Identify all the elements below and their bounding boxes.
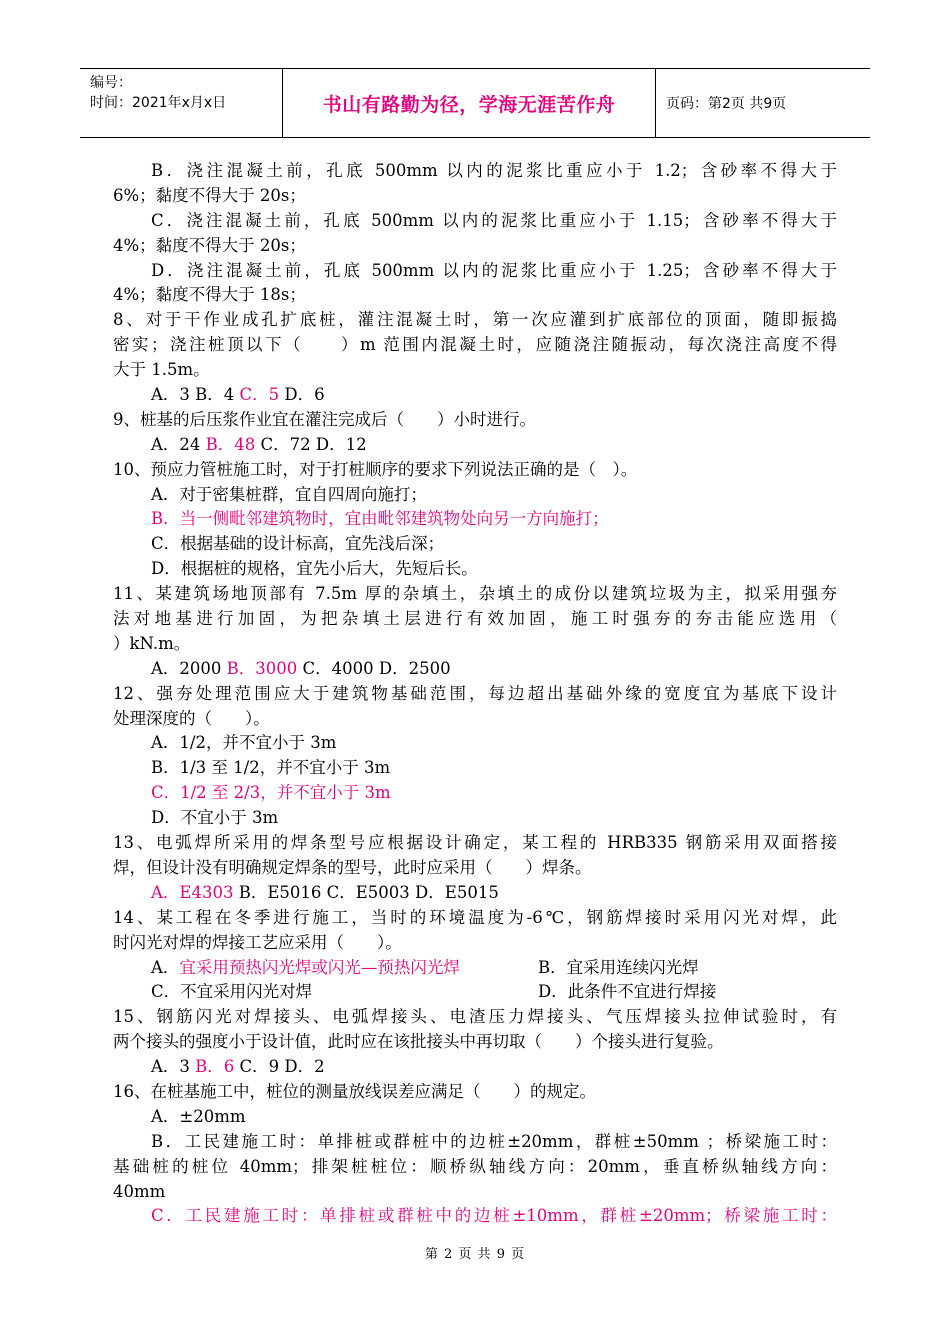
question-11: 11、某建筑场地顶部有 7.5m 厚的杂填土，杂填土的成份以建筑垃圾为主，拟采用强夯: [113, 584, 837, 604]
question-14: 时闪光对焊的焊接工艺应采用（ ）。: [113, 932, 402, 952]
option-d: D．6: [284, 385, 325, 405]
question-10: 10、预应力管桩施工时，对于打桩顺序的要求下列说法正确的是（ ）。: [113, 459, 638, 479]
answer-option: C．工民建施工时：单排桩或群桩中的边桩±10mm，群桩±20mm；桥梁施工时：: [151, 1206, 837, 1226]
answer-option: B．48: [205, 434, 256, 454]
option-b: B．宜采用连续闪光焊: [538, 957, 699, 977]
option-d: D．2500: [378, 658, 451, 678]
document-number: 编号：: [90, 75, 132, 91]
answer-option: B．6: [195, 1057, 235, 1077]
option-a: A．24: [151, 434, 201, 454]
option-a: A．±20mm: [151, 1106, 246, 1126]
document-date: 时间：2021年x月x日: [90, 95, 227, 111]
answer-option: B．当一侧毗邻建筑物时，宜由毗邻建筑物处向另一方向施打；: [151, 509, 609, 529]
option-b: B．工民建施工时：单排桩或群桩中的边桩±20mm，群桩±50mm ；桥梁施工时：: [151, 1131, 837, 1151]
question-9: 9、桩基的后压浆作业宜在灌注完成后（ ）小时进行。: [113, 409, 536, 429]
answer-option: C．5: [239, 385, 280, 405]
option-d: D．12: [315, 434, 367, 454]
option-b: B．E5016: [238, 882, 322, 902]
option-a: [151, 956, 538, 981]
option-a: A．2000: [151, 658, 222, 678]
question-13-options: [113, 881, 837, 906]
question-9-options: [113, 433, 837, 458]
question-16: 16、在桩基施工中，桩位的测量放线误差应满足（ ）的规定。: [113, 1081, 596, 1101]
option-b: 40mm: [113, 1181, 166, 1201]
question-11-options: [113, 657, 837, 682]
header-page-number: 页码：第2页 共9页: [666, 96, 787, 112]
question-14-options-row: [113, 980, 837, 1005]
question-11: ）kN.m。: [113, 633, 191, 653]
question-14-options-row: [113, 956, 837, 981]
header-motto: 书山有路勤为径，学海无涯苦作舟: [283, 69, 656, 137]
question-8-options: [113, 383, 837, 408]
page-footer: 第 2 页 共 9 页: [424, 1247, 526, 1262]
question-8: 大于 1.5m。: [113, 360, 210, 380]
option-line: 4%；黏度不得大于 18s；: [113, 285, 306, 305]
answer-option: A．E4303: [151, 882, 234, 902]
question-8: 密实；浇注桩顶以下（ ）m 范围内混凝土时，应随浇注随振动，每次浇注高度不得: [113, 335, 837, 355]
header-meta: [80, 69, 283, 137]
question-14: 14、某工程在冬季进行施工，当时的环境温度为-6℃，钢筋焊接时采用闪光对焊，此: [113, 907, 837, 927]
option-line: B．浇注混凝土前，孔底 500mm 以内的泥浆比重应小于 1.2；含砂率不得大于: [151, 161, 837, 180]
question-15: 两个接头的强度小于设计值，此时应在该批接头中再切取（ ）个接头进行复验。: [113, 1032, 724, 1052]
option-c: C．不宜采用闪光对焊: [151, 982, 313, 1002]
option-b: 基础桩的桩位 40mm；排架桩桩位：顺桥纵轴线方向：20mm，垂直桥纵轴线方向：: [113, 1156, 837, 1176]
question-12: 处理深度的（ ）。: [113, 708, 270, 728]
question-13: 13、电弧焊所采用的焊条型号应根据设计确定，某工程的 HRB335 钢筋采用双面搭接: [113, 833, 837, 853]
option-b: B．4: [195, 385, 235, 405]
option-line: 4%；黏度不得大于 20s；: [113, 235, 306, 255]
question-15-options: [113, 1055, 837, 1080]
answer-option: B．3000: [226, 658, 298, 678]
answer-option: C．1/2 至 2/3，并不宜小于 3m: [151, 783, 391, 803]
question-11: 法对地基进行加固，为把杂填土层进行有效加固，施工时强夯的夯击能应选用（: [113, 609, 837, 629]
option-a: A．1/2，并不宜小于 3m: [151, 733, 337, 753]
option-line: D．浇注混凝土前，孔底 500mm 以内的泥浆比重应小于 1.25；含砂率不得大于: [151, 260, 837, 280]
option-c: C．根据基础的设计标高，宜先浅后深；: [151, 534, 445, 554]
option-c: C．E5003: [326, 882, 410, 902]
option-c: C．4000: [302, 658, 374, 678]
option-d: D．2: [284, 1057, 325, 1077]
option-line: C．浇注混凝土前，孔底 500mm 以内的泥浆比重应小于 1.15；含砂率不得大于: [151, 210, 837, 230]
option-a: A．对于密集桩群，宜自四周向施打；: [151, 484, 427, 504]
option-d: D．根据桩的规格，宜先小后大，先短后长。: [151, 559, 478, 579]
question-8: 8、对于干作业成孔扩底桩，灌注混凝土时，第一次应灌到扩底部位的顶面，随即振捣: [113, 310, 837, 330]
page-header: [80, 68, 870, 138]
question-13: 焊，但设计没有明确规定焊条的型号，此时应采用（ ）焊条。: [113, 857, 592, 877]
option-d: D．E5015: [415, 882, 499, 902]
option-a: A．3: [151, 385, 190, 405]
question-15: 15、钢筋闪光对焊接头、电弧焊接头、电渣压力焊接头、气压焊接头拉伸试验时，有: [113, 1007, 837, 1027]
option-c: C．72: [260, 434, 311, 454]
document-body: [113, 159, 837, 1229]
option-a-letter: A．: [151, 957, 180, 977]
option-c: C．9: [239, 1057, 280, 1077]
option-d: D．不宜小于 3m: [151, 808, 279, 828]
option-line: 6%；黏度不得大于 20s；: [113, 185, 306, 205]
option-d: D．此条件不宜进行焊接: [538, 982, 717, 1002]
option-a: A．3: [151, 1057, 190, 1077]
answer-option: 宜采用预热闪光焊或闪光—预热闪光焊: [179, 957, 460, 977]
question-12: 12、强夯处理范围应大于建筑物基础范围，每边超出基础外缘的宽度宜为基底下设计: [113, 683, 837, 703]
option-b: B．1/3 至 1/2，并不宜小于 3m: [151, 758, 391, 778]
